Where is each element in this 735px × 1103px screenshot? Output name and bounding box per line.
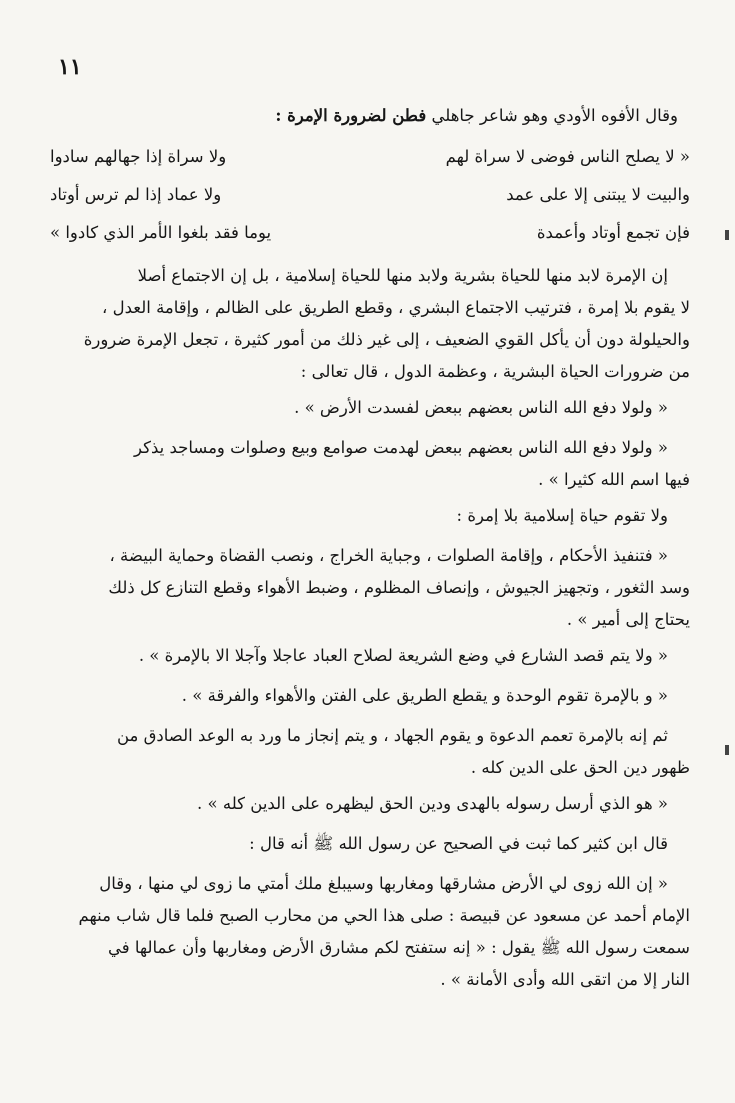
text-line: « فتنفيذ الأحكام ، وإقامة الصلوات ، وجباية الخراج ، ونصب القضاة وحماية البيضة ،: [109, 546, 668, 565]
text-line: الإمام أحمد عن مسعود عن قبيصة : صلى هذا الحي من محارب الصبح فلما قال شاب منهم: [78, 906, 690, 925]
poem-verse: [50, 214, 690, 252]
text-line: إن الإمرة لابد منها للحياة بشرية ولابد منها للحياة إسلامية ، بل إن الاجتماع أصلا: [137, 266, 668, 285]
quran-quote: « هو الذي أرسل رسوله بالهدى ودين الحق ليظهره على الدين كله » .: [197, 794, 668, 813]
paragraph-dawah: [50, 720, 690, 784]
poem-intro-prefix: وقال الأفوه الأودي وهو شاعر جاهلي: [426, 106, 678, 125]
quote-unity: « و بالإمرة تقوم الوحدة و يقطع الطريق على الفتن والأهواء والفرقة » .: [181, 686, 668, 705]
verse-second-hemistich: ولا سراة إذا جهالهم سادوا: [50, 147, 227, 166]
text-line: سمعت رسول الله ﷺ يقول : « إنه ستفتح لكم مشارق الأرض ومغاربها وأن عمالها في: [107, 938, 690, 957]
scan-edge-mark: [725, 745, 729, 755]
verse-second-hemistich: ولا عماد إذا لم ترس أوتاد: [50, 185, 222, 204]
text-line: فيها اسم الله كثيرا » .: [538, 470, 690, 489]
text-line: ثم إنه بالإمرة تعمم الدعوة و يقوم الجهاد ، و يتم إنجاز ما ورد به الوعد الصادق من: [116, 726, 668, 745]
hadith-quote: [50, 868, 690, 996]
page-text: [50, 100, 690, 1000]
verse-second-hemistich: يوما فقد بلغوا الأمر الذي كادوا »: [50, 223, 272, 242]
text-line: النار إلا من اتقى الله وأدى الأمانة » .: [440, 970, 690, 989]
quran-quote-multiline: [50, 432, 690, 496]
verse-first-hemistich: « لا يصلح الناس فوضى لا سراة لهم: [445, 147, 690, 166]
page-number: ١١: [58, 54, 82, 80]
paragraph-heading: ولا تقوم حياة إسلامية بلا إمرة :: [456, 506, 668, 525]
quote-sharia: « ولا يتم قصد الشارع في وضع الشريعة لصلاح العباد عاجلا وآجلا الا بالإمرة » .: [138, 646, 668, 665]
text-line: « إن الله زوى لي الأرض مشارقها ومغاربها وسيبلغ ملك أمتي ما زوى لي منها ، وقال: [99, 874, 668, 893]
poem-verse: [50, 138, 690, 176]
poem-intro: [50, 100, 690, 132]
text-line: « ولولا دفع الله الناس بعضهم ببعض لهدمت صوامع وبيع وصلوات ومساجد يذكر: [134, 438, 668, 457]
verse-first-hemistich: فإن تجمع أوتاد وأعمدة: [536, 223, 690, 242]
quran-quote: « ولولا دفع الله الناس بعضهم ببعض لفسدت الأرض » .: [294, 398, 668, 417]
scan-edge-mark: [725, 230, 729, 240]
paragraph-imarah-necessity: [50, 260, 690, 388]
poem: [50, 138, 690, 252]
text-line: لا يقوم بلا إمرة ، فترتيب الاجتماع البشري ، وقطع الطريق على الظالم ، وإقامة العدل ،: [102, 298, 690, 317]
text-line: ظهور دين الحق على الدين كله .: [470, 758, 690, 777]
quote-duties: [50, 540, 690, 636]
poem-intro-bold: فطن لضرورة الإمرة :: [275, 106, 427, 125]
verse-first-hemistich: والبيت لا يبتنى إلا على عمد: [506, 185, 690, 204]
text-line: من ضرورات الحياة البشرية ، وعظمة الدول ، قال تعالى :: [300, 362, 690, 381]
text-line: وسد الثغور ، وتجهيز الجيوش ، وإنصاف المظلوم ، وضبط الأهواء وقطع التنازع كل ذلك: [108, 578, 690, 597]
poem-verse: [50, 176, 690, 214]
text-line: والحيلولة دون أن يأكل القوي الضعيف ، إلى غير ذلك من أمور كثيرة ، تجعل الإمرة ضرورة: [83, 330, 690, 349]
paragraph-ibn-kathir: قال ابن كثير كما ثبت في الصحيح عن رسول الله ﷺ أنه قال :: [249, 834, 668, 853]
text-line: يحتاج إلى أمير » .: [566, 610, 690, 629]
